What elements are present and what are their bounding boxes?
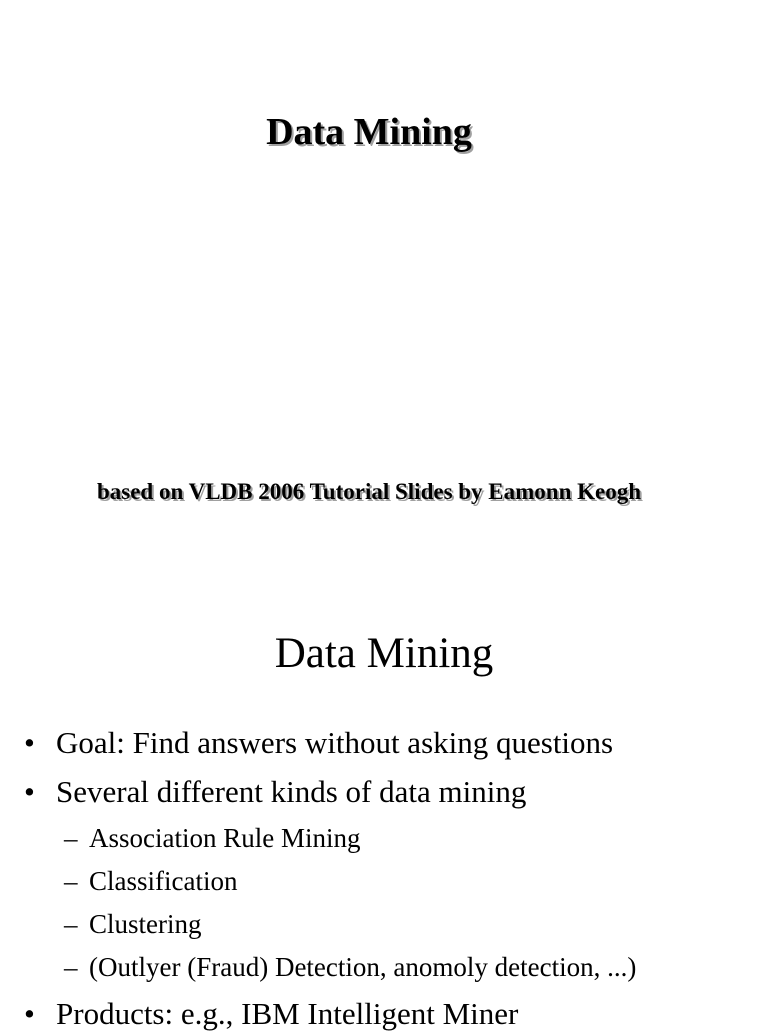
- sub-bullet-marker: –: [64, 823, 78, 853]
- bullet-text: Goal: Find answers without asking questions: [56, 725, 614, 760]
- bullet-item-kinds: [24, 772, 526, 812]
- bullet-text: Products: e.g., IBM Intelligent Miner: [56, 996, 519, 1031]
- sub-bullet-text: Association Rule Mining: [89, 823, 361, 853]
- slide-1-title: Data Mining: [266, 111, 472, 153]
- sub-bullet-marker: –: [64, 866, 78, 896]
- sub-bullet-classification: [64, 864, 237, 898]
- sub-bullet-clustering: [64, 907, 202, 941]
- bullet-marker: •: [24, 774, 35, 809]
- slide-2-title: Data Mining: [274, 630, 494, 677]
- bullet-item-goal: [24, 723, 613, 763]
- sub-bullet-text: (Outlyer (Fraud) Detection, anomoly detection, ...): [89, 952, 637, 982]
- sub-bullet-text: Clustering: [89, 909, 202, 939]
- sub-bullet-marker: –: [64, 909, 78, 939]
- sub-bullet-outlyer: [64, 950, 636, 984]
- sub-bullet-marker: –: [64, 952, 78, 982]
- bullet-marker: •: [24, 725, 35, 760]
- bullet-text: Several different kinds of data mining: [56, 774, 527, 809]
- sub-bullet-text: Classification: [89, 866, 238, 896]
- bullet-item-products: [24, 994, 518, 1034]
- slide-1-subtitle: based on VLDB 2006 Tutorial Slides by Eamonn Keogh: [96, 479, 642, 504]
- bullet-marker: •: [24, 996, 35, 1031]
- sub-bullet-association: [64, 821, 361, 855]
